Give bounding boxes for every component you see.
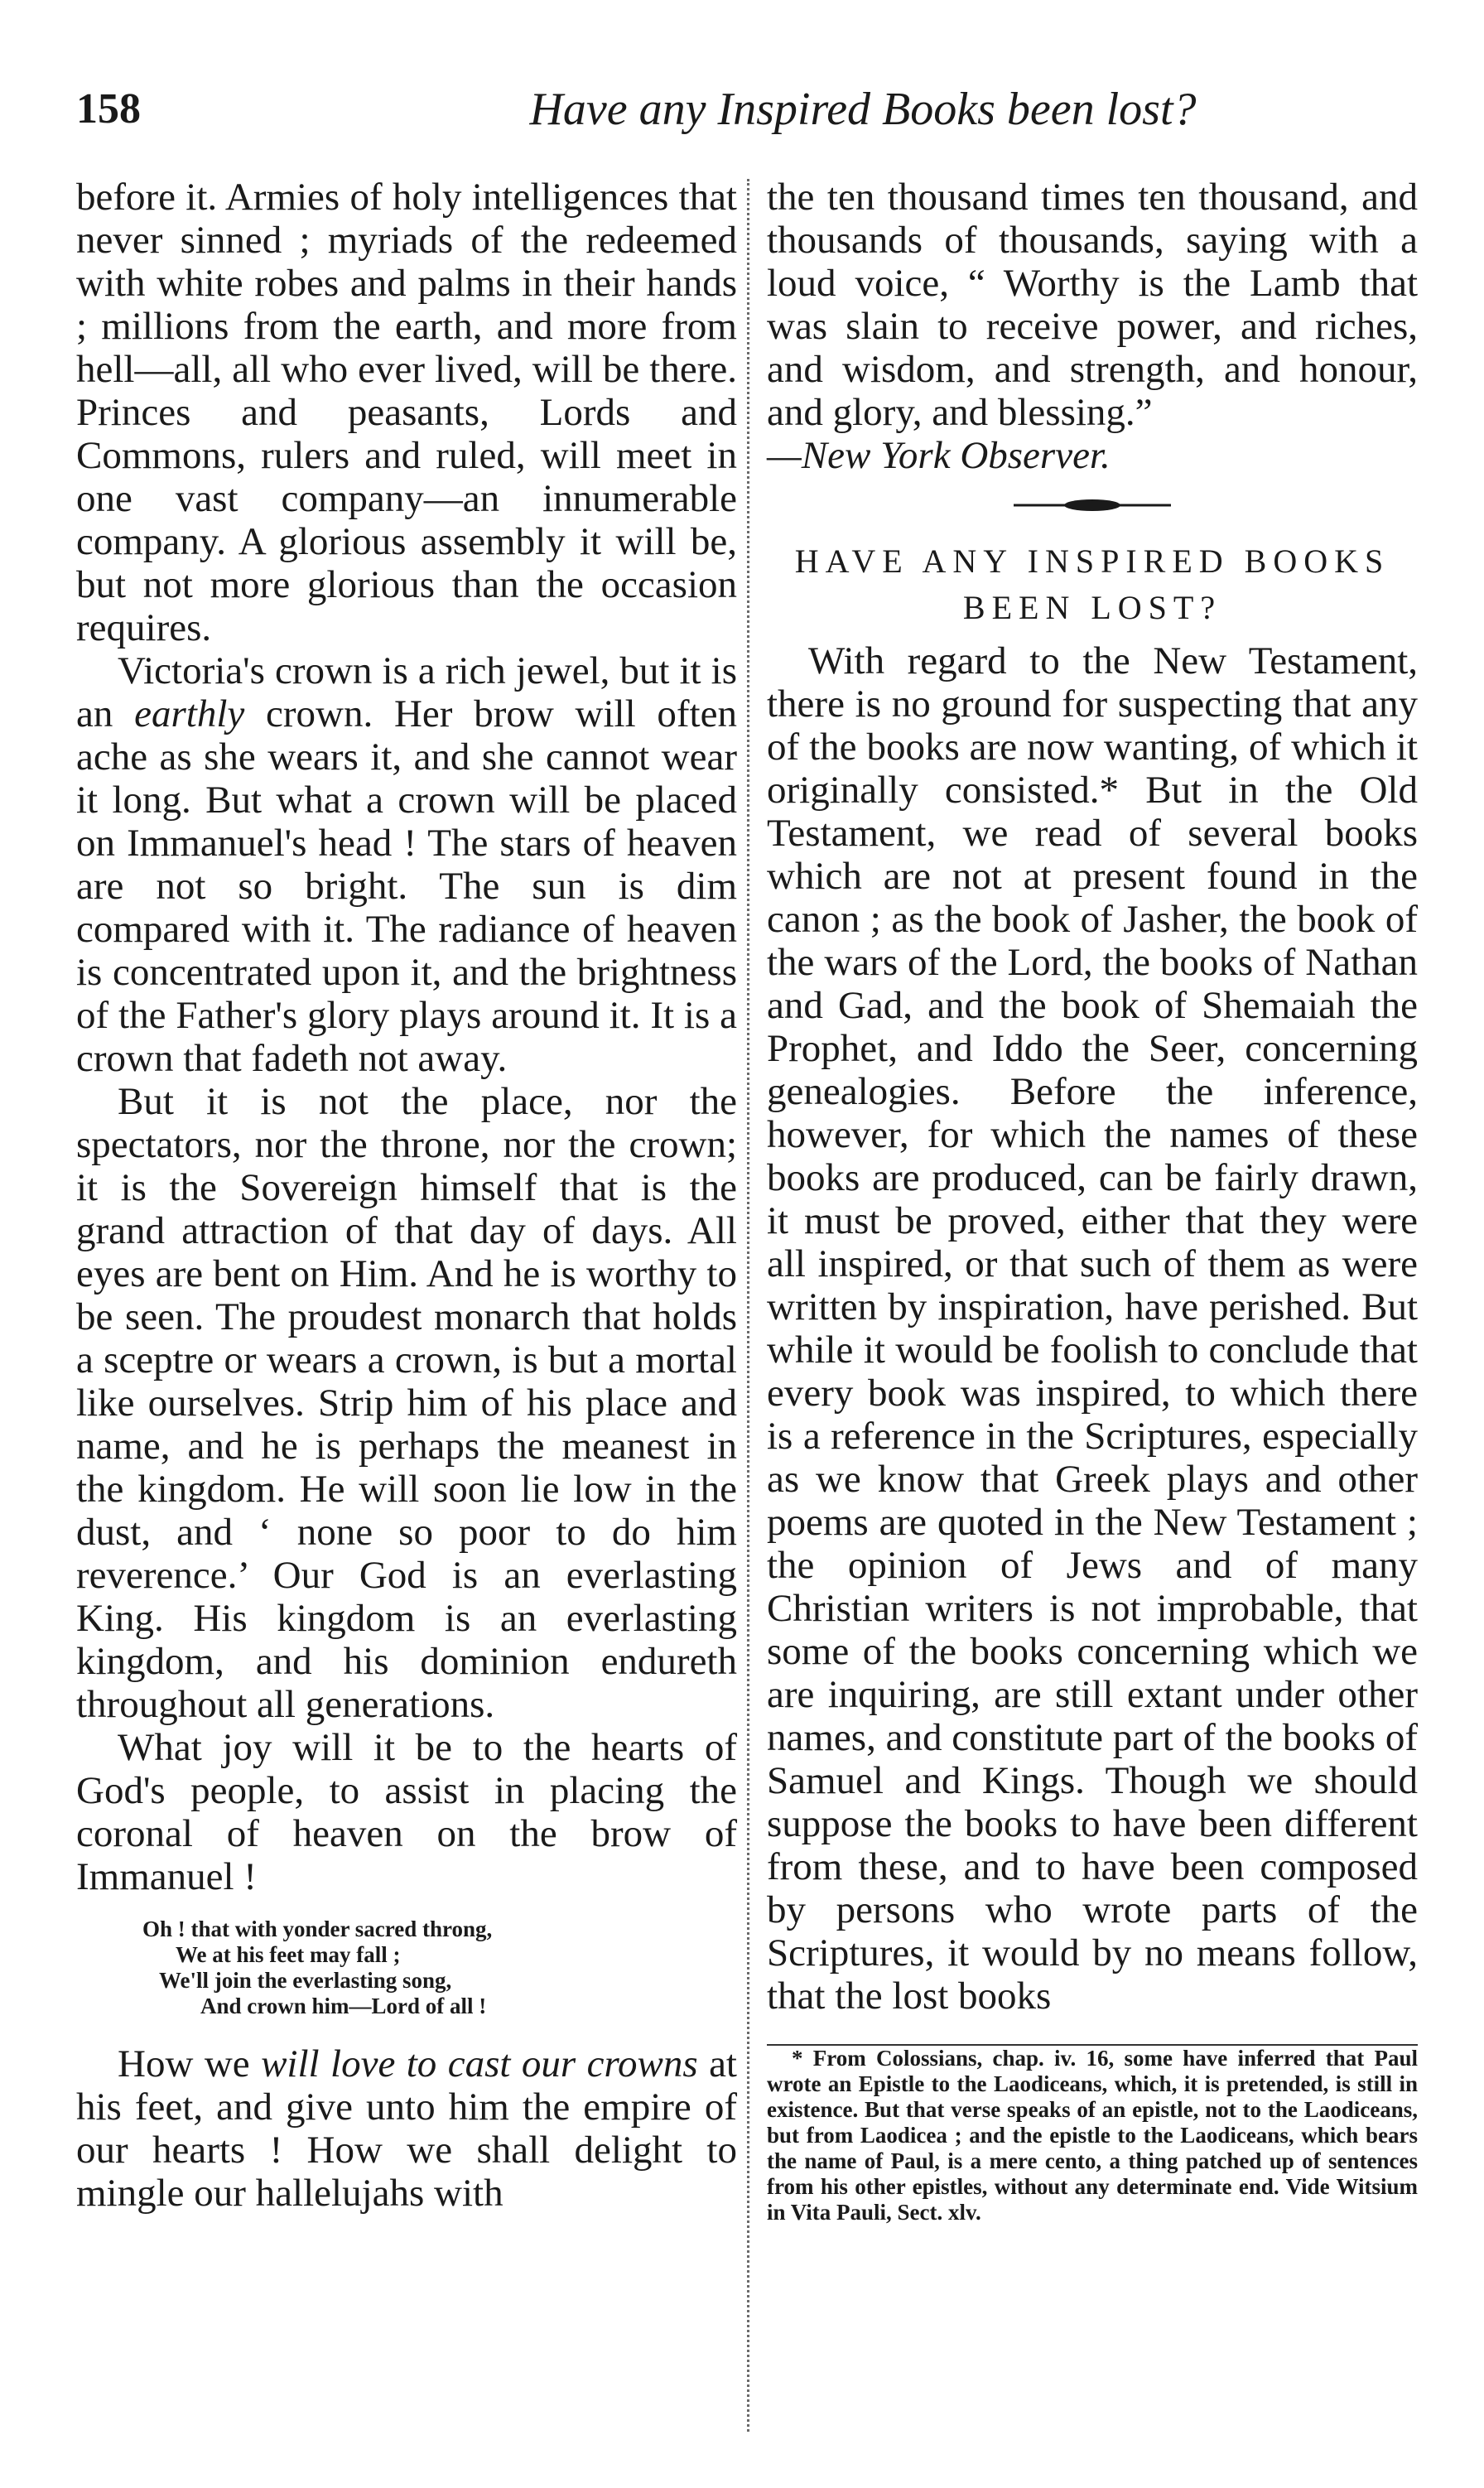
poem-line: We at his feet may fall ; (176, 1942, 401, 1967)
paragraph: How we will love to cast our crowns at his feet, and give unto him the empire of our hearts ! How we shall delight to mingle our hallelujahs with (76, 2042, 737, 2215)
emphasis: earthly (134, 692, 245, 735)
paragraph: the ten thousand times ten thousand, and thousands of thousands, saying with a loud voice, “ Worthy is the Lamb that was slain to receive power, and riches, and wisdom, and strength, and honour, and glory, and blessing.” (767, 176, 1418, 434)
paragraph: With regard to the New Testament, there is no ground for suspecting that any of the books are now wanting, of which it originally consisted.* But in the Old Testament, we read of several books which are not at present found in the canon ; as the book of Jasher, the book of the wars of the Lord, the books of Nathan and Gad, and the book of Shemaiah the Prophet, and Iddo the Seer, concerning genealogies. Before the inference, however, for which the names of these books are produced, can be fairly drawn, it must be proved, either that they were all inspired, or that such of them as were written by inspiration, have perished. But while it would be foolish to conclude that every book was inspired, to which there is a reference in the Scriptures, especially as we know that Greek plays and other poems are quoted in the New Testament ; the opinion of Jews and of many Christian writers is not improbable, that some of the books concerning which we are inquiring, are still extant under other names, and constitute part of the books of Samuel and Kings. Though we should suppose the books to have been different from these, and to have been composed by persons who wrote parts of the Scriptures, it would by no means follow, that the lost books (767, 639, 1418, 2018)
emphasis: will love to cast our crowns (261, 2042, 698, 2085)
footnote-text: * From Colossians, chap. iv. 16, some have inferred that Paul wrote an Epistle to the Laodiceans, which, it is pretended, is still in existence. But that verse speaks of an epistle, not to the Laodiceans, but from Laodicea ; and the epistle to the Laodiceans, which bears the name of Paul, is a mere cento, a thing patched up of sentences from his other epistles, without any determinate end. Vide Witsium in Vita Pauli, Sect. xlv. (767, 2046, 1418, 2225)
poem-line: And crown him—Lord of all ! (200, 1994, 487, 2018)
left-column (76, 176, 737, 2215)
section-title: HAVE ANY INSPIRED BOOKS BEEN LOST? (794, 542, 1390, 626)
ornament-divider-icon (1014, 495, 1171, 515)
column-divider (747, 179, 749, 2432)
poem-line: Oh ! that with yonder sacred throng, (142, 1917, 493, 1941)
running-head: Have any Inspired Books been lost? (529, 84, 1197, 135)
footnote (767, 2034, 1418, 2225)
paragraph: before it. Armies of holy intelligences that never sinned ; myriads of the redeemed with white robes and palms in their hands ; millions from the earth, and more from hell—all, all who ever lived, will be there. Princes and peasants, Lords and Commons, rulers and ruled, will meet in one vast company—an innumerable company. A glorious assembly it will be, but not more glorious than the occasion requires. (76, 176, 737, 649)
page-number: 158 (76, 85, 141, 133)
paragraph: What joy will it be to the hearts of God's people, to assist in placing the coronal of heaven on the brow of Immanuel ! (76, 1726, 737, 1898)
poem-quote (142, 1917, 737, 2019)
paragraph: But it is not the place, nor the spectators, nor the throne, nor the crown; it is the Sovereign himself that is the grand attraction of that day of days. All eyes are bent on Him. And he is worthy to be seen. The proudest monarch that holds a sceptre or wears a crown, is but a mortal like ourselves. Strip him of his place and name, and he is perhaps the meanest in the kingdom. He will soon lie low in the dust, and ‘ none so poor to do him reverence.’ Our God is an everlasting King. His kingdom is an everlasting kingdom, and his dominion endureth throughout all generations. (76, 1080, 737, 1726)
right-column (767, 176, 1418, 2225)
page-header (76, 76, 1418, 142)
source-attribution: —New York Observer. (767, 434, 1111, 477)
poem-line: We'll join the everlasting song, (159, 1968, 452, 1993)
paragraph: Victoria's crown is a rich jewel, but it is an earthly crown. Her brow will often ache as she wears it, and she cannot wear it long. But what a crown will be placed on Immanuel's head ! The stars of heaven are not so bright. The sun is dim compared with it. The radiance of heaven is concentrated upon it, and the brightness of the Father's glory plays around it. It is a crown that fadeth not away. (76, 649, 737, 1080)
